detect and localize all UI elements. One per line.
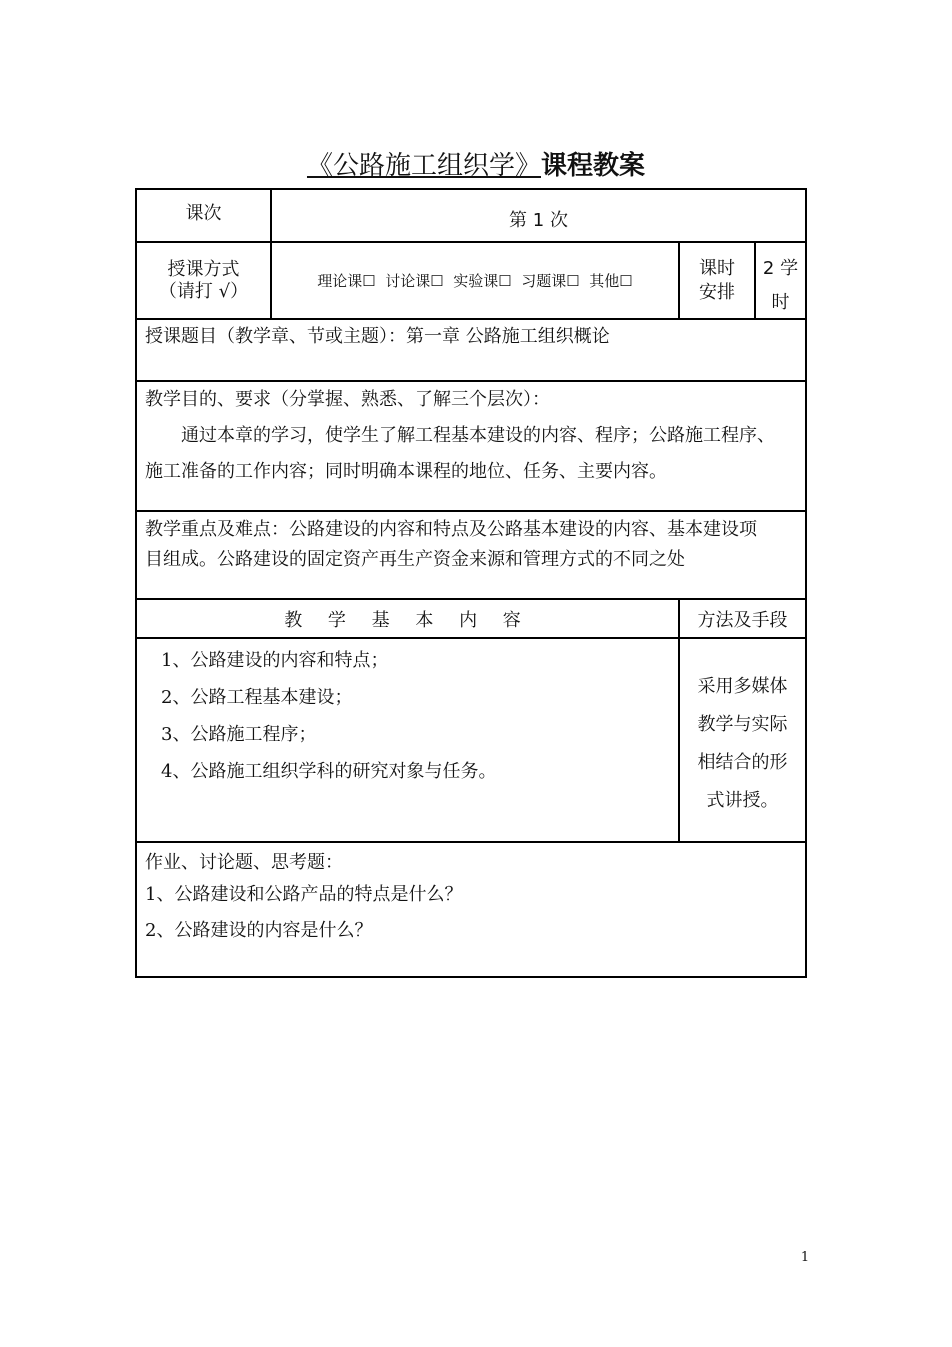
lesson-plan-table xyxy=(135,188,807,978)
class-hours-value xyxy=(756,252,805,318)
key-points-line2: 目组成。公路建设的固定资产再生产资金来源和管理方式的不同之处 xyxy=(145,549,685,570)
key-points-line1: 教学重点及难点：公路建设的内容和特点及公路基本建设的内容、基本建设项 xyxy=(145,519,757,540)
page-number: 1 xyxy=(800,1250,810,1265)
method-description xyxy=(680,668,805,828)
session-value: 第 1 次 xyxy=(509,210,568,231)
method-line: 教学与实际 xyxy=(697,714,788,735)
method-line: 式讲授。 xyxy=(706,790,779,811)
teaching-objectives xyxy=(145,382,805,508)
session-label: 课次 xyxy=(185,203,222,224)
list-item: 1、公路建设的内容和特点； xyxy=(161,650,389,671)
list-item: 3、公路施工程序； xyxy=(161,724,317,745)
page-title xyxy=(0,146,952,186)
teaching-mode-label-line1: 授课方式 xyxy=(167,258,240,280)
homework-heading: 作业、讨论题、思考题： xyxy=(145,852,343,873)
homework-question: 2、公路建设的内容是什么？ xyxy=(145,920,373,941)
content-header: 教 学 基 本 内 容 xyxy=(284,609,531,631)
homework-section xyxy=(145,847,805,972)
title-suffix: 课程教案 xyxy=(541,151,646,181)
method-line: 相结合的形 xyxy=(697,752,788,773)
content-list xyxy=(161,642,676,832)
class-hours-value-line1: 2 学 xyxy=(762,258,799,279)
objectives-heading: 教学目的、要求（分掌握、熟悉、了解三个层次）： xyxy=(145,389,550,410)
method-header: 方法及手段 xyxy=(697,609,788,631)
class-hours-label-line2: 安排 xyxy=(699,281,735,303)
class-hours-label xyxy=(680,243,754,318)
objectives-line2: 施工准备的工作内容；同时明确本课程的地位、任务、主要内容。 xyxy=(145,461,667,482)
title-book-name: 《公路施工组织学》 xyxy=(306,151,541,181)
list-item: 4、公路施工组织学科的研究对象与任务。 xyxy=(161,761,497,782)
teaching-mode-options: 理论课☐ 讨论课☐ 实验课☐ 习题课☐ 其他☐ xyxy=(317,272,633,290)
teaching-mode-label xyxy=(137,243,270,318)
objectives-line1: 通过本章的学习，使学生了解工程基本建设的内容、程序；公路施工程序、 xyxy=(181,425,775,446)
key-points xyxy=(145,515,805,595)
class-hours-label-line1: 课时 xyxy=(699,257,735,279)
class-hours-value-line2: 时 xyxy=(771,292,790,313)
teaching-mode-label-line2: （请打 √） xyxy=(158,280,249,302)
lesson-topic: 授课题目（教学章、节或主题）：第一章 公路施工组织概论 xyxy=(145,326,610,347)
homework-question: 1、公路建设和公路产品的特点是什么？ xyxy=(145,884,463,905)
method-line: 采用多媒体 xyxy=(697,676,788,697)
list-item: 2、公路工程基本建设； xyxy=(161,687,353,708)
